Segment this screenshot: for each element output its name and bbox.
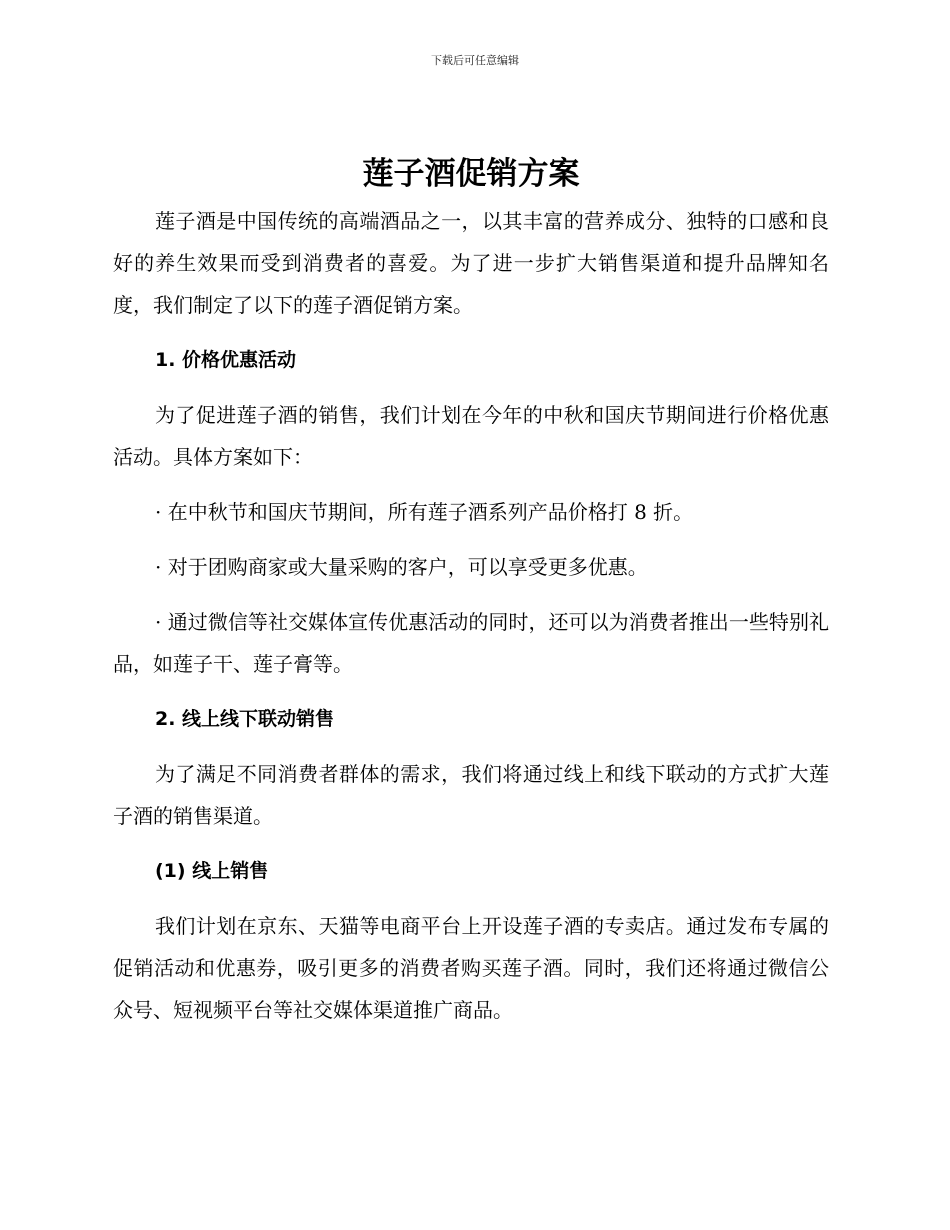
- spacer: [113, 588, 829, 601]
- subsection-heading-online-sales: (1) 线上销售: [155, 860, 269, 882]
- online-sales-paragraph: 我们计划在京东、天猫等电商平台上开设莲子酒的专卖店。通过发布专属的促销活动和优惠券，吸引更多的消费者购买莲子酒。同时，我们还将通过微信公众号、短视频平台等社交媒体渠道推广商品。: [113, 914, 829, 1022]
- spacer: [113, 326, 829, 339]
- section-heading-online-offline: 2. 线上线下联动销售: [155, 708, 335, 730]
- spacer: [113, 533, 829, 546]
- section2-paragraph: 为了满足不同消费者群体的需求，我们将通过线上和线下联动的方式扩大莲子酒的销售渠道。: [113, 762, 829, 828]
- bullet-item: · 对于团购商家或大量采购的客户，可以享受更多优惠。: [155, 555, 648, 579]
- spacer: [113, 478, 829, 491]
- section-heading-price-discount: 1. 价格优惠活动: [155, 349, 297, 371]
- document-title: 莲子酒促销方案: [362, 156, 580, 192]
- spacer: [113, 685, 829, 698]
- section1-paragraph: 为了促进莲子酒的销售，我们计划在今年的中秋和国庆节期间进行价格优惠活动。具体方案如下：: [113, 403, 829, 469]
- intro-paragraph: 莲子酒是中国传统的高端酒品之一，以其丰富的营养成分、独特的口感和良好的养生效果而受到消费者的喜爱。为了进一步扩大销售渠道和提升品牌知名度，我们制定了以下的莲子酒促销方案。: [113, 209, 829, 317]
- bullet-item: · 通过微信等社交媒体宣传优惠活动的同时，还可以为消费者推出一些特别礼品，如莲子干、莲子膏等。: [113, 610, 829, 676]
- page-header-note: 下载后可任意编辑: [431, 54, 519, 67]
- spacer: [113, 837, 829, 850]
- spacer: [113, 381, 829, 394]
- spacer: [113, 740, 829, 753]
- bullet-item: · 在中秋节和国庆节期间，所有莲子酒系列产品价格打 8 折。: [155, 500, 694, 524]
- spacer: [113, 892, 829, 905]
- document-body: [113, 152, 829, 1031]
